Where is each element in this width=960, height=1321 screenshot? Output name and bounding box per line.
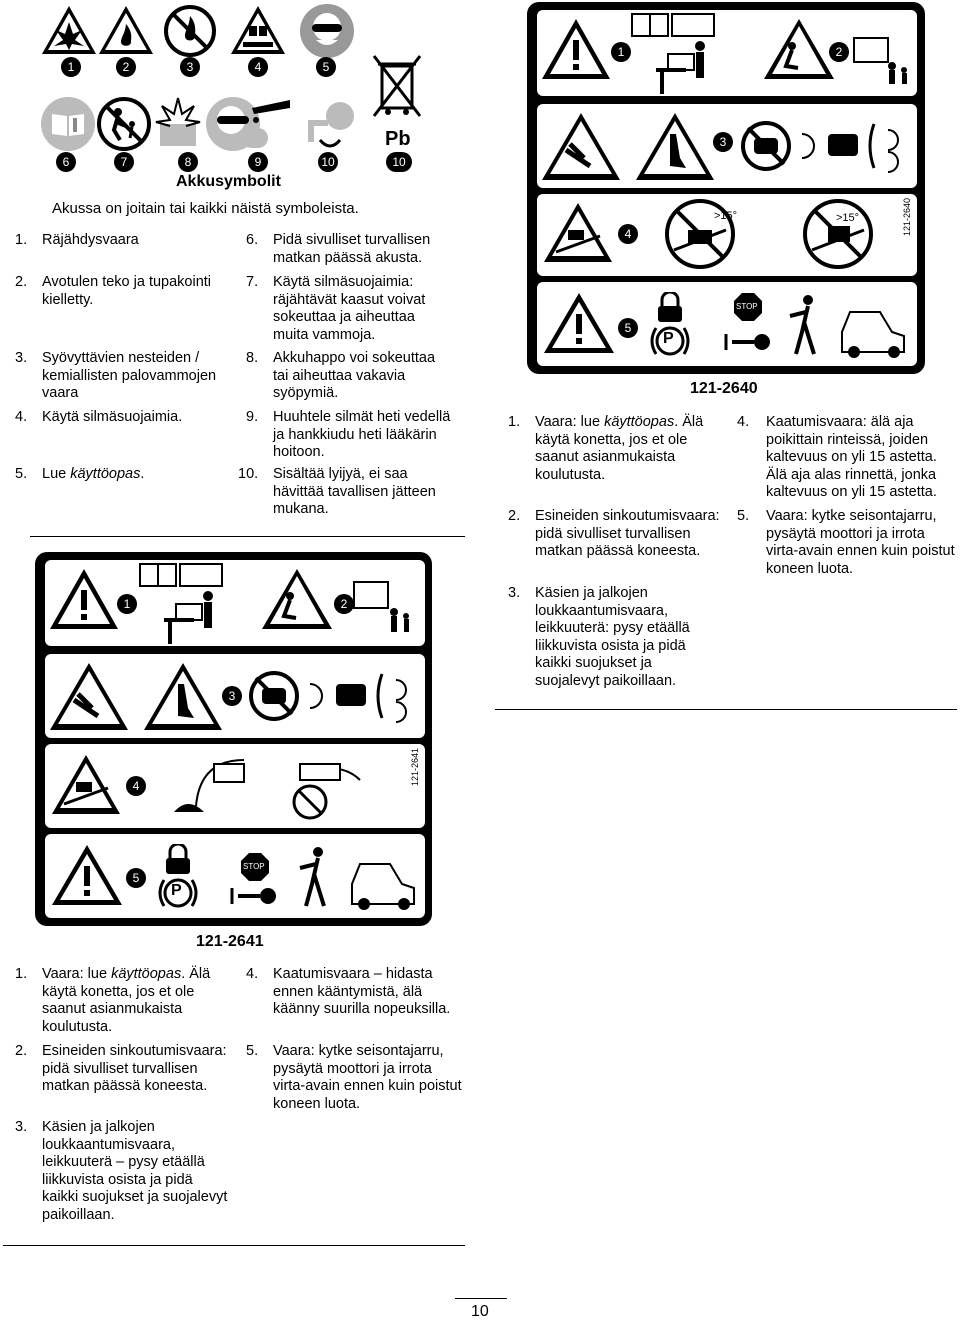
foot-cut-warning-icon (142, 660, 224, 732)
no-slope-across-icon (662, 196, 742, 270)
acid-burn-icon (232, 98, 294, 152)
rinse-eyes-icon (300, 96, 360, 152)
slow-turn-icon (170, 750, 400, 824)
rollover-warning-icon (542, 200, 614, 264)
operator-leaving-machine-icon (780, 292, 910, 360)
warning-triangle-icon (540, 16, 612, 82)
read-manual-operator-icon (630, 12, 720, 96)
slope-label: >15° (714, 210, 738, 222)
battery-explosion-icon (152, 94, 204, 152)
foot-cut-warning-icon (634, 110, 716, 182)
divider (495, 709, 957, 710)
symbol-number-badge: 6 (56, 152, 76, 172)
decal-badge: 5 (126, 868, 146, 888)
slope-label: >15° (836, 212, 860, 224)
page-number-rule (455, 1298, 507, 1299)
explosion-warning-icon (40, 4, 98, 56)
symbol-number-badge: 5 (316, 57, 336, 77)
decal-badge: 4 (126, 776, 146, 796)
hand-cut-warning-icon (48, 660, 130, 732)
thrown-object-warning-icon (762, 16, 836, 82)
decal-badge: 1 (117, 594, 137, 614)
symbol-number-badge: 10 (386, 152, 412, 172)
warning-triangle-icon (50, 842, 124, 908)
battery-title: Akkusymbolit (176, 173, 281, 190)
stop-label: STOP (243, 862, 265, 871)
decal-code: 121-2640 (690, 380, 758, 397)
key-removal-icon (230, 884, 280, 908)
operator-leaving-machine-icon (290, 844, 420, 912)
decal-badge: 3 (222, 686, 242, 706)
symbol-number-badge: 2 (116, 57, 136, 77)
decal-code: 121-2641 (196, 933, 264, 950)
warning-triangle-icon (48, 566, 120, 632)
hand-cut-warning-icon (540, 110, 622, 182)
stop-label: STOP (736, 302, 758, 311)
decal-badge: 1 (611, 42, 631, 62)
parking-label: P (171, 882, 182, 899)
no-open-flame-icon (163, 4, 217, 58)
read-manual-icon (40, 96, 96, 152)
symbol-number-badge: 9 (248, 152, 268, 172)
warning-triangle-icon (542, 290, 616, 356)
thrown-object-warning-icon (260, 566, 334, 632)
no-hands-icon (740, 120, 792, 172)
eye-protection-icon (298, 2, 356, 60)
vertical-decal-code: 121-2641 (410, 747, 420, 786)
rotating-blade-icons (300, 670, 420, 726)
key-removal-icon (724, 330, 774, 354)
corrosive-warning-icon (229, 4, 287, 56)
divider (30, 536, 465, 537)
parking-label: P (663, 330, 674, 347)
keep-bystanders-away-icon (96, 96, 152, 152)
decal-badge: 2 (829, 42, 849, 62)
decal-badge: 3 (713, 132, 733, 152)
no-hands-icon (248, 670, 300, 722)
fire-warning-icon (97, 4, 155, 56)
divider (3, 1245, 465, 1246)
rotating-blade-icons (792, 120, 912, 176)
padlock-icon (158, 844, 198, 874)
symbol-number-badge: 10 (318, 152, 338, 172)
padlock-icon (650, 292, 690, 322)
decal-badge: 2 (334, 594, 354, 614)
symbol-number-badge: 1 (61, 57, 81, 77)
vertical-decal-code: 121-2640 (902, 197, 912, 236)
decal-badge: 5 (618, 318, 638, 338)
bystanders-icon (852, 36, 912, 84)
symbol-number-badge: 7 (114, 152, 134, 172)
pb-label: Pb (385, 128, 411, 150)
bystanders-icon (350, 580, 416, 636)
symbol-number-badge: 3 (180, 57, 200, 77)
rollover-warning-icon (50, 752, 122, 816)
page-number: 10 (471, 1303, 489, 1320)
no-slope-down-icon (800, 196, 880, 270)
battery-subtitle: Akussa on joitain tai kaikki näistä symboleista. (52, 200, 359, 217)
symbol-number-badge: 4 (248, 57, 268, 77)
read-manual-operator-icon (138, 562, 228, 646)
decal-badge: 4 (618, 224, 638, 244)
symbol-number-badge: 8 (178, 152, 198, 172)
